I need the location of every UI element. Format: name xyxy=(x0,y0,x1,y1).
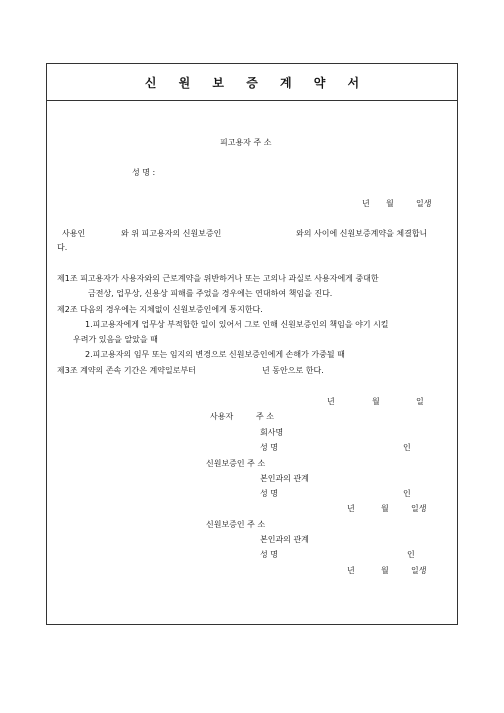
article2-item1-line2: 우려가 있음을 알았을 때 xyxy=(73,335,158,344)
guarantor1-address-label: 신원보증인 주 소 xyxy=(206,459,266,468)
article1-line1: 제1조 피고용자가 사용자와의 근로계약을 위반하거나 또는 고의나 과실로 사용자에게 중대한 xyxy=(57,274,379,283)
guarantor2-birth-month: 월 xyxy=(381,566,389,575)
intro-line2: 다. xyxy=(57,243,68,252)
guarantor2-address-label: 신원보증인 주 소 xyxy=(206,520,266,529)
employer-company-label: 회사명 xyxy=(260,428,284,437)
contract-date-day: 일 xyxy=(416,397,424,406)
article2-item1-line1: 1.피고용자에게 업무상 부적합한 일이 있어서 그로 인해 신원보증인의 책임을 야기 시킬 xyxy=(85,320,389,329)
contract-date-month: 월 xyxy=(372,397,380,406)
guarantor1-birth-year: 년 xyxy=(347,504,355,513)
guarantor1-birth-month: 월 xyxy=(381,504,389,513)
employer-name-label: 성 명 xyxy=(260,443,278,452)
intro-line1-mid: 와 위 피고용자의 신원보증인 xyxy=(121,229,222,238)
document-title: 신 원 보 증 계 약 서 xyxy=(144,75,369,90)
article2-line1: 제2조 다음의 경우에는 지체없이 신원보증인에게 통지한다. xyxy=(57,305,263,314)
intro-employer-label: 사용인 xyxy=(62,229,86,238)
article2-item2: 2.피고용자의 임무 또는 임지의 변경으로 신원보증인에게 손해가 가중될 때 xyxy=(85,350,345,359)
employer-address-label: 주 소 xyxy=(256,412,274,421)
guarantor2-relation-label: 본인과의 관계 xyxy=(260,535,309,544)
intro-line1-end: 와의 사이에 신원보증계약을 체결합니 xyxy=(296,229,428,238)
guarantor2-birth-year: 년 xyxy=(347,566,355,575)
contract-date-year: 년 xyxy=(327,397,335,406)
employee-address-label: 피고용자 주 소 xyxy=(220,138,272,147)
employer-seal: 인 xyxy=(403,443,411,452)
guarantor1-birth-day: 일생 xyxy=(411,504,427,513)
guarantor1-seal: 인 xyxy=(403,489,411,498)
guarantor2-name-label: 성 명 xyxy=(260,550,278,559)
employer-label: 사용자 xyxy=(210,412,234,421)
guarantor1-name-label: 성 명 xyxy=(260,489,278,498)
employee-birth-year: 년 xyxy=(362,199,370,208)
title-row xyxy=(47,64,457,101)
guarantor1-relation-label: 본인과의 관계 xyxy=(260,474,309,483)
guarantor2-birth-day: 일생 xyxy=(411,566,427,575)
article1-line2: 금전상, 업무상, 신용상 피해를 주었을 경우에는 연대하여 책임을 진다. xyxy=(88,289,333,298)
employee-birth-month: 월 xyxy=(386,199,394,208)
guarantor2-seal: 인 xyxy=(407,550,415,559)
employee-birth-day: 일생 xyxy=(416,199,432,208)
employee-name-label: 성 명 : xyxy=(132,168,156,177)
article3-end: 년 동안으로 한다. xyxy=(262,366,324,375)
article3-start: 제3조 계약의 존속 기간은 계약일로부터 xyxy=(57,366,196,375)
